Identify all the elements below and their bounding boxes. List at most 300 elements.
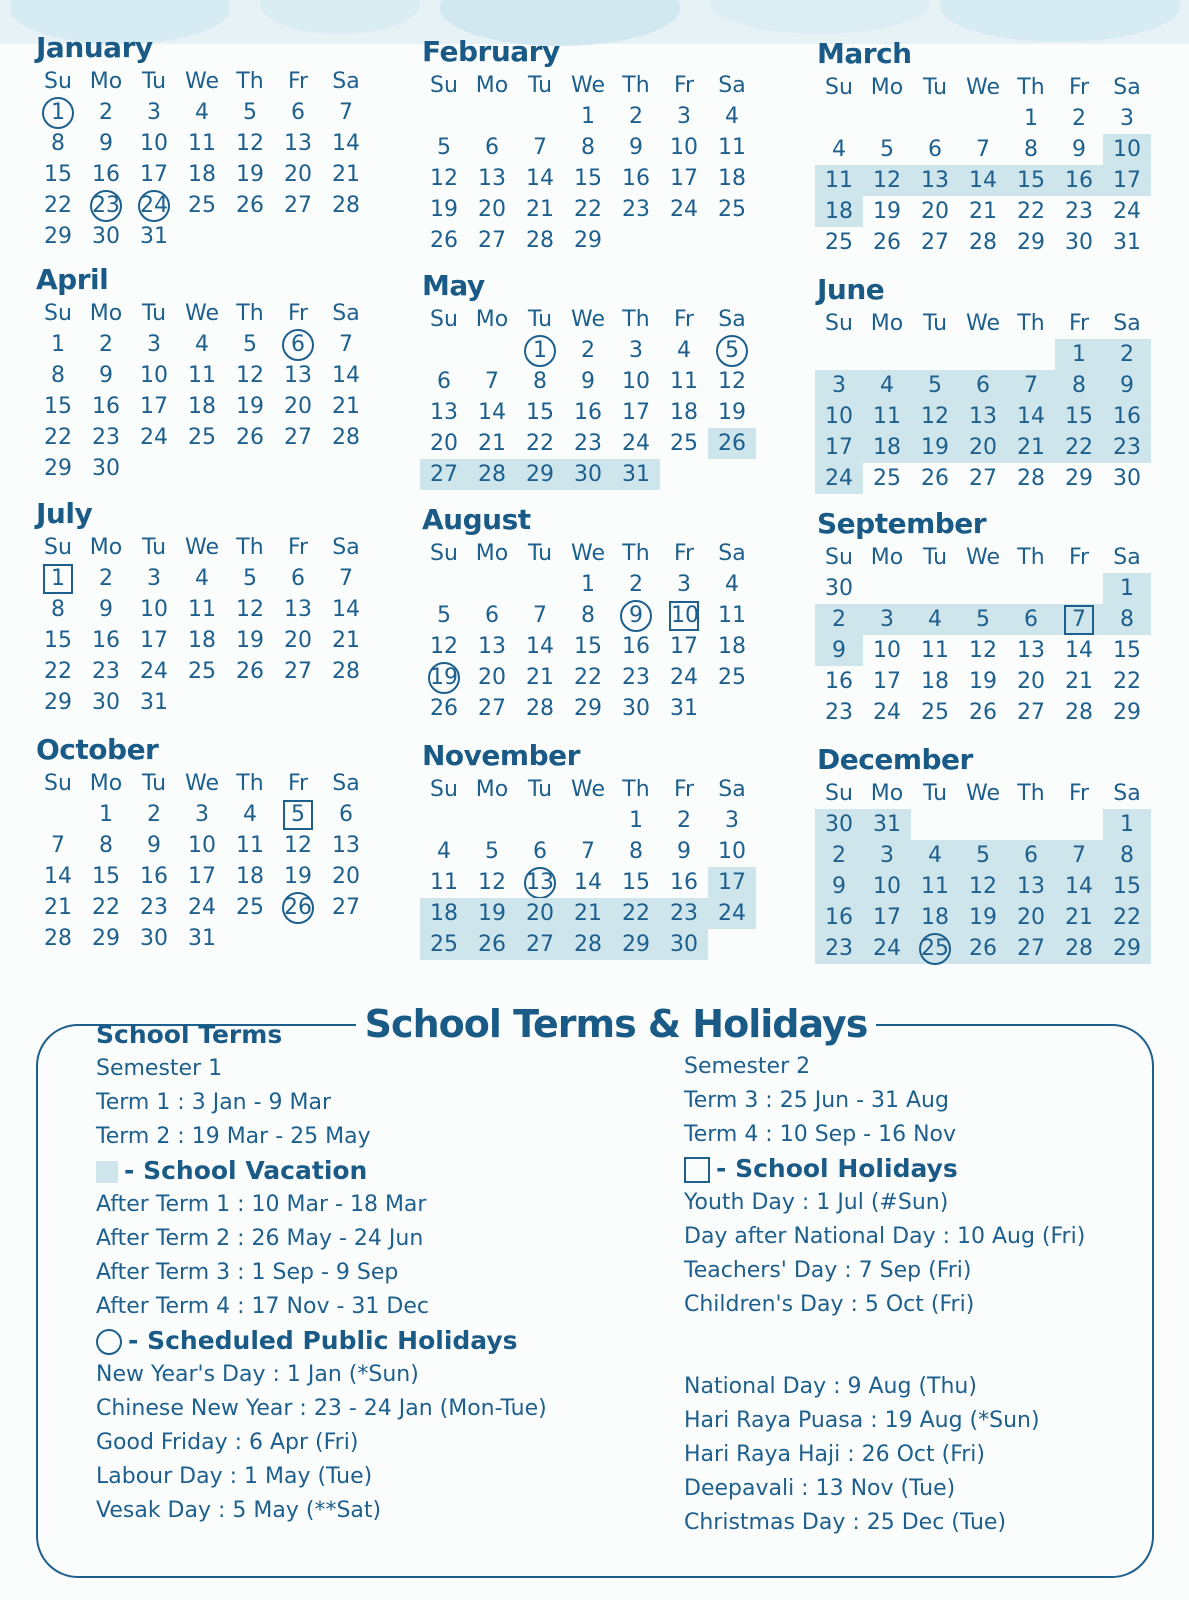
day-number: 2 xyxy=(1072,106,1086,131)
day-number: 20 xyxy=(284,394,312,419)
day-cell xyxy=(274,594,322,625)
day-number: 31 xyxy=(140,224,168,249)
day-number: 14 xyxy=(1017,404,1045,429)
day-cell xyxy=(1007,227,1055,258)
day-cell xyxy=(911,871,959,902)
day-cell xyxy=(815,666,863,697)
vacation-item: After Term 2 : 26 May - 24 Jun xyxy=(96,1226,424,1251)
school-terms-heading: School Terms xyxy=(96,1020,283,1049)
day-number: 5 xyxy=(243,100,257,125)
day-number: 12 xyxy=(718,369,746,394)
day-number: 12 xyxy=(430,166,458,191)
day-cell xyxy=(1055,871,1103,902)
month-grid xyxy=(420,70,780,256)
day-cell xyxy=(708,805,756,836)
day-cell xyxy=(130,190,178,221)
day-cell xyxy=(863,196,911,227)
day-number: 25 xyxy=(670,431,698,456)
day-cell xyxy=(1103,103,1151,134)
day-number: 9 xyxy=(147,833,161,858)
day-number: 12 xyxy=(969,638,997,663)
day-cell xyxy=(34,190,82,221)
day-number: 25 xyxy=(873,466,901,491)
day-number: 19 xyxy=(921,435,949,460)
day-number: 7 xyxy=(485,369,499,394)
day-cell xyxy=(959,401,1007,432)
day-number: 19 xyxy=(284,864,312,889)
day-number: 18 xyxy=(825,199,853,224)
day-cell xyxy=(815,809,863,840)
day-number: 29 xyxy=(622,932,650,957)
day-cell xyxy=(130,625,178,656)
day-cell xyxy=(959,196,1007,227)
day-number: 12 xyxy=(236,363,264,388)
day-number: 27 xyxy=(332,895,360,920)
day-cell xyxy=(911,227,959,258)
day-cell xyxy=(863,227,911,258)
day-number: 30 xyxy=(140,926,168,951)
day-cell xyxy=(82,360,130,391)
day-number: 23 xyxy=(622,665,650,690)
day-number: 29 xyxy=(1065,466,1093,491)
day-cell xyxy=(516,662,564,693)
empty-cell xyxy=(34,799,82,830)
weekday-header: Su xyxy=(44,301,72,326)
day-number: 26 xyxy=(921,466,949,491)
day-number: 14 xyxy=(332,363,360,388)
day-cell xyxy=(612,366,660,397)
day-cell xyxy=(1103,840,1151,871)
day-cell xyxy=(911,370,959,401)
day-number: 6 xyxy=(533,839,547,864)
day-cell xyxy=(82,892,130,923)
day-cell xyxy=(178,594,226,625)
weekday-header: Sa xyxy=(1113,545,1141,570)
day-cell xyxy=(959,370,1007,401)
day-cell xyxy=(911,933,959,964)
day-cell xyxy=(82,563,130,594)
day-number: 28 xyxy=(526,696,554,721)
day-cell xyxy=(1007,463,1055,494)
vacation-item: After Term 1 : 10 Mar - 18 Mar xyxy=(96,1192,427,1217)
day-number: 1 xyxy=(99,802,113,827)
day-cell xyxy=(226,97,274,128)
day-number: 2 xyxy=(99,566,113,591)
day-cell xyxy=(226,625,274,656)
day-cell xyxy=(815,840,863,871)
weekday-header: Mo xyxy=(89,301,123,326)
day-number: 5 xyxy=(976,607,990,632)
day-number: 30 xyxy=(1065,230,1093,255)
day-cell xyxy=(612,335,660,366)
day-number: 7 xyxy=(1072,843,1086,868)
day-cell xyxy=(34,687,82,718)
day-number: 14 xyxy=(969,168,997,193)
day-number: 31 xyxy=(622,462,650,487)
day-number: 31 xyxy=(188,926,216,951)
weekday-header: Fr xyxy=(287,301,309,326)
day-number: 19 xyxy=(430,197,458,222)
day-cell xyxy=(660,693,708,724)
day-cell xyxy=(178,861,226,892)
empty-cell xyxy=(468,335,516,366)
day-number: 7 xyxy=(51,833,65,858)
empty-cell xyxy=(468,569,516,600)
public-holiday-item: National Day : 9 Aug (Thu) xyxy=(684,1374,977,1399)
weekday-header: Th xyxy=(1017,311,1045,336)
month-name: January xyxy=(36,31,153,64)
day-cell xyxy=(1007,196,1055,227)
day-cell xyxy=(226,190,274,221)
weekday-header: Fr xyxy=(673,307,695,332)
school-holiday-item: Day after National Day : 10 Aug (Fri) xyxy=(684,1224,1086,1249)
day-number: 8 xyxy=(533,369,547,394)
day-number: 15 xyxy=(44,162,72,187)
day-cell xyxy=(564,366,612,397)
day-cell xyxy=(815,401,863,432)
day-cell xyxy=(564,397,612,428)
day-number: 9 xyxy=(581,369,595,394)
day-number: 28 xyxy=(332,659,360,684)
day-cell xyxy=(911,902,959,933)
day-number: 8 xyxy=(51,131,65,156)
day-cell xyxy=(911,401,959,432)
day-number: 23 xyxy=(1113,435,1141,460)
day-number: 15 xyxy=(1065,404,1093,429)
day-number: 23 xyxy=(825,700,853,725)
public-holiday-item: New Year's Day : 1 Jan (*Sun) xyxy=(96,1362,419,1387)
day-number: 27 xyxy=(1017,700,1045,725)
day-cell xyxy=(34,453,82,484)
day-number: 20 xyxy=(921,199,949,224)
day-cell xyxy=(660,836,708,867)
public-holiday-item: Hari Raya Haji : 26 Oct (Fri) xyxy=(684,1442,985,1467)
day-cell xyxy=(564,459,612,490)
day-number: 18 xyxy=(718,166,746,191)
weekday-header: Tu xyxy=(527,541,553,566)
day-cell xyxy=(82,923,130,954)
day-cell xyxy=(34,830,82,861)
day-number: 20 xyxy=(1017,669,1045,694)
day-cell xyxy=(226,656,274,687)
day-number: 9 xyxy=(677,839,691,864)
day-cell xyxy=(1055,103,1103,134)
day-number: 29 xyxy=(1113,700,1141,725)
day-number: 31 xyxy=(140,690,168,715)
school-holiday-item: Youth Day : 1 Jul (#Sun) xyxy=(684,1190,949,1215)
day-number: 6 xyxy=(485,603,499,628)
weekday-header: Th xyxy=(1017,545,1045,570)
day-cell xyxy=(612,163,660,194)
day-number: 21 xyxy=(478,431,506,456)
day-cell xyxy=(708,898,756,929)
day-cell xyxy=(1007,165,1055,196)
day-cell xyxy=(322,563,370,594)
day-cell xyxy=(1103,196,1151,227)
month-grid xyxy=(420,774,780,960)
day-cell xyxy=(1103,666,1151,697)
day-cell xyxy=(708,569,756,600)
day-number: 26 xyxy=(236,193,264,218)
empty-cell xyxy=(863,573,911,604)
day-cell xyxy=(82,391,130,422)
day-cell xyxy=(1007,933,1055,964)
day-cell xyxy=(516,631,564,662)
day-number: 24 xyxy=(140,659,168,684)
day-number: 4 xyxy=(928,607,942,632)
weekday-header: Sa xyxy=(718,777,746,802)
day-cell xyxy=(863,370,911,401)
day-number: 21 xyxy=(332,394,360,419)
day-number: 26 xyxy=(873,230,901,255)
day-number: 17 xyxy=(140,162,168,187)
weekday-header: Mo xyxy=(89,535,123,560)
weekday-header: Sa xyxy=(332,69,360,94)
day-number: 10 xyxy=(718,839,746,864)
day-cell xyxy=(564,569,612,600)
weekday-header: Sa xyxy=(718,307,746,332)
day-cell xyxy=(34,97,82,128)
day-cell xyxy=(274,422,322,453)
weekday-header: Tu xyxy=(922,311,948,336)
day-number: 30 xyxy=(92,690,120,715)
day-number: 3 xyxy=(880,607,894,632)
public-holiday-item: Vesak Day : 5 May (**Sat) xyxy=(96,1498,382,1523)
day-number: 27 xyxy=(1017,936,1045,961)
day-cell xyxy=(1055,463,1103,494)
empty-cell xyxy=(863,339,911,370)
day-number: 25 xyxy=(188,659,216,684)
month-january xyxy=(34,30,394,252)
day-cell xyxy=(130,656,178,687)
weekday-header: Mo xyxy=(475,73,509,98)
day-cell xyxy=(708,631,756,662)
day-cell xyxy=(420,693,468,724)
day-cell xyxy=(1055,134,1103,165)
day-cell xyxy=(322,97,370,128)
month-name: October xyxy=(36,733,159,766)
day-cell xyxy=(815,227,863,258)
day-number: 13 xyxy=(478,166,506,191)
day-number: 29 xyxy=(92,926,120,951)
box-marker-icon xyxy=(684,1157,710,1183)
month-name: November xyxy=(422,739,580,772)
weekday-header: Fr xyxy=(1068,781,1090,806)
day-number: 8 xyxy=(99,833,113,858)
day-cell xyxy=(274,625,322,656)
day-cell xyxy=(911,165,959,196)
month-october xyxy=(34,732,394,954)
day-number: 6 xyxy=(437,369,451,394)
day-cell xyxy=(564,101,612,132)
day-cell xyxy=(1055,227,1103,258)
day-cell xyxy=(130,422,178,453)
day-cell xyxy=(274,97,322,128)
day-cell xyxy=(82,594,130,625)
weekday-header: Su xyxy=(430,73,458,98)
day-number: 19 xyxy=(236,162,264,187)
day-number: 17 xyxy=(140,394,168,419)
day-number: 1 xyxy=(51,332,65,357)
day-cell xyxy=(516,459,564,490)
day-number: 3 xyxy=(677,104,691,129)
day-number: 24 xyxy=(873,700,901,725)
day-number: 28 xyxy=(1065,936,1093,961)
day-number: 22 xyxy=(1113,905,1141,930)
weekday-header: Su xyxy=(430,307,458,332)
day-cell xyxy=(516,397,564,428)
day-cell xyxy=(82,97,130,128)
day-cell xyxy=(178,159,226,190)
day-number: 7 xyxy=(1024,373,1038,398)
day-cell xyxy=(660,163,708,194)
day-cell xyxy=(564,836,612,867)
day-cell xyxy=(468,194,516,225)
weekday-header: Sa xyxy=(718,73,746,98)
day-cell xyxy=(612,805,660,836)
day-cell xyxy=(959,165,1007,196)
day-number: 7 xyxy=(976,137,990,162)
day-cell xyxy=(911,463,959,494)
day-number: 21 xyxy=(332,628,360,653)
day-number: 23 xyxy=(92,425,120,450)
weekday-header: Tu xyxy=(141,535,167,560)
day-cell xyxy=(82,159,130,190)
empty-cell xyxy=(420,805,468,836)
day-number: 12 xyxy=(873,168,901,193)
day-cell xyxy=(226,830,274,861)
day-number: 23 xyxy=(670,901,698,926)
day-cell xyxy=(468,163,516,194)
day-cell xyxy=(708,428,756,459)
day-number: 21 xyxy=(526,665,554,690)
circle-marker-icon xyxy=(96,1329,122,1355)
weekday-header: Mo xyxy=(870,545,904,570)
month-grid xyxy=(815,778,1175,964)
day-cell xyxy=(660,805,708,836)
day-cell xyxy=(1103,871,1151,902)
day-cell xyxy=(226,128,274,159)
day-number: 16 xyxy=(622,166,650,191)
day-cell xyxy=(815,463,863,494)
weekday-header: Tu xyxy=(527,307,553,332)
day-number: 3 xyxy=(832,373,846,398)
day-cell xyxy=(34,128,82,159)
day-cell xyxy=(322,422,370,453)
day-cell xyxy=(863,840,911,871)
day-cell xyxy=(815,370,863,401)
day-number: 28 xyxy=(574,932,602,957)
day-number: 1 xyxy=(43,564,73,594)
day-cell xyxy=(708,600,756,631)
day-cell xyxy=(34,923,82,954)
day-number: 3 xyxy=(147,566,161,591)
day-number: 28 xyxy=(1017,466,1045,491)
day-cell xyxy=(959,933,1007,964)
day-number: 2 xyxy=(99,100,113,125)
day-number: 11 xyxy=(188,131,216,156)
month-march xyxy=(815,36,1175,258)
day-number: 19 xyxy=(969,669,997,694)
day-cell xyxy=(911,635,959,666)
day-cell xyxy=(82,128,130,159)
day-cell xyxy=(708,163,756,194)
day-cell xyxy=(82,221,130,252)
weekday-header: We xyxy=(966,75,1000,100)
day-cell xyxy=(516,163,564,194)
day-cell xyxy=(322,594,370,625)
day-cell xyxy=(863,697,911,728)
day-number: 30 xyxy=(92,456,120,481)
month-grid xyxy=(420,304,780,490)
day-cell xyxy=(660,631,708,662)
day-cell xyxy=(420,225,468,256)
weekday-header: Fr xyxy=(1068,311,1090,336)
month-name: April xyxy=(36,263,109,296)
day-cell xyxy=(959,871,1007,902)
day-number: 2 xyxy=(832,843,846,868)
day-number: 9 xyxy=(832,874,846,899)
day-number: 6 xyxy=(1024,843,1038,868)
day-cell xyxy=(82,799,130,830)
term1-label: Term 1 : 3 Jan - 9 Mar xyxy=(96,1090,332,1115)
day-number: 3 xyxy=(195,802,209,827)
day-number: 10 xyxy=(670,135,698,160)
day-number: 18 xyxy=(670,400,698,425)
day-number: 3 xyxy=(147,100,161,125)
day-cell xyxy=(1103,902,1151,933)
day-cell xyxy=(226,861,274,892)
day-cell xyxy=(82,422,130,453)
day-number: 18 xyxy=(921,905,949,930)
weekday-header: Tu xyxy=(527,777,553,802)
weekday-header: Fr xyxy=(673,541,695,566)
day-number: 1 xyxy=(1072,342,1086,367)
day-number: 24 xyxy=(670,197,698,222)
day-cell xyxy=(959,902,1007,933)
day-number: 31 xyxy=(873,812,901,837)
day-cell xyxy=(612,631,660,662)
day-number: 24 xyxy=(188,895,216,920)
day-cell xyxy=(420,631,468,662)
day-number: 5 xyxy=(928,373,942,398)
spacer xyxy=(684,1322,1085,1370)
month-february xyxy=(420,34,780,256)
day-cell xyxy=(1055,196,1103,227)
day-cell xyxy=(1055,635,1103,666)
day-cell xyxy=(660,397,708,428)
weekday-header: We xyxy=(185,535,219,560)
day-cell xyxy=(322,656,370,687)
weekday-header: We xyxy=(571,307,605,332)
weekday-header: Th xyxy=(236,301,264,326)
day-cell xyxy=(564,335,612,366)
legend-left-column xyxy=(96,1018,547,1528)
day-cell xyxy=(130,360,178,391)
day-number: 4 xyxy=(677,338,691,363)
day-number: 4 xyxy=(195,566,209,591)
day-number: 13 xyxy=(969,404,997,429)
day-cell xyxy=(226,391,274,422)
day-cell xyxy=(863,933,911,964)
day-number: 16 xyxy=(574,400,602,425)
day-number: 30 xyxy=(1113,466,1141,491)
weekday-header: Th xyxy=(236,771,264,796)
day-cell xyxy=(468,693,516,724)
day-number: 31 xyxy=(1113,230,1141,255)
day-cell xyxy=(322,892,370,923)
day-cell xyxy=(564,662,612,693)
